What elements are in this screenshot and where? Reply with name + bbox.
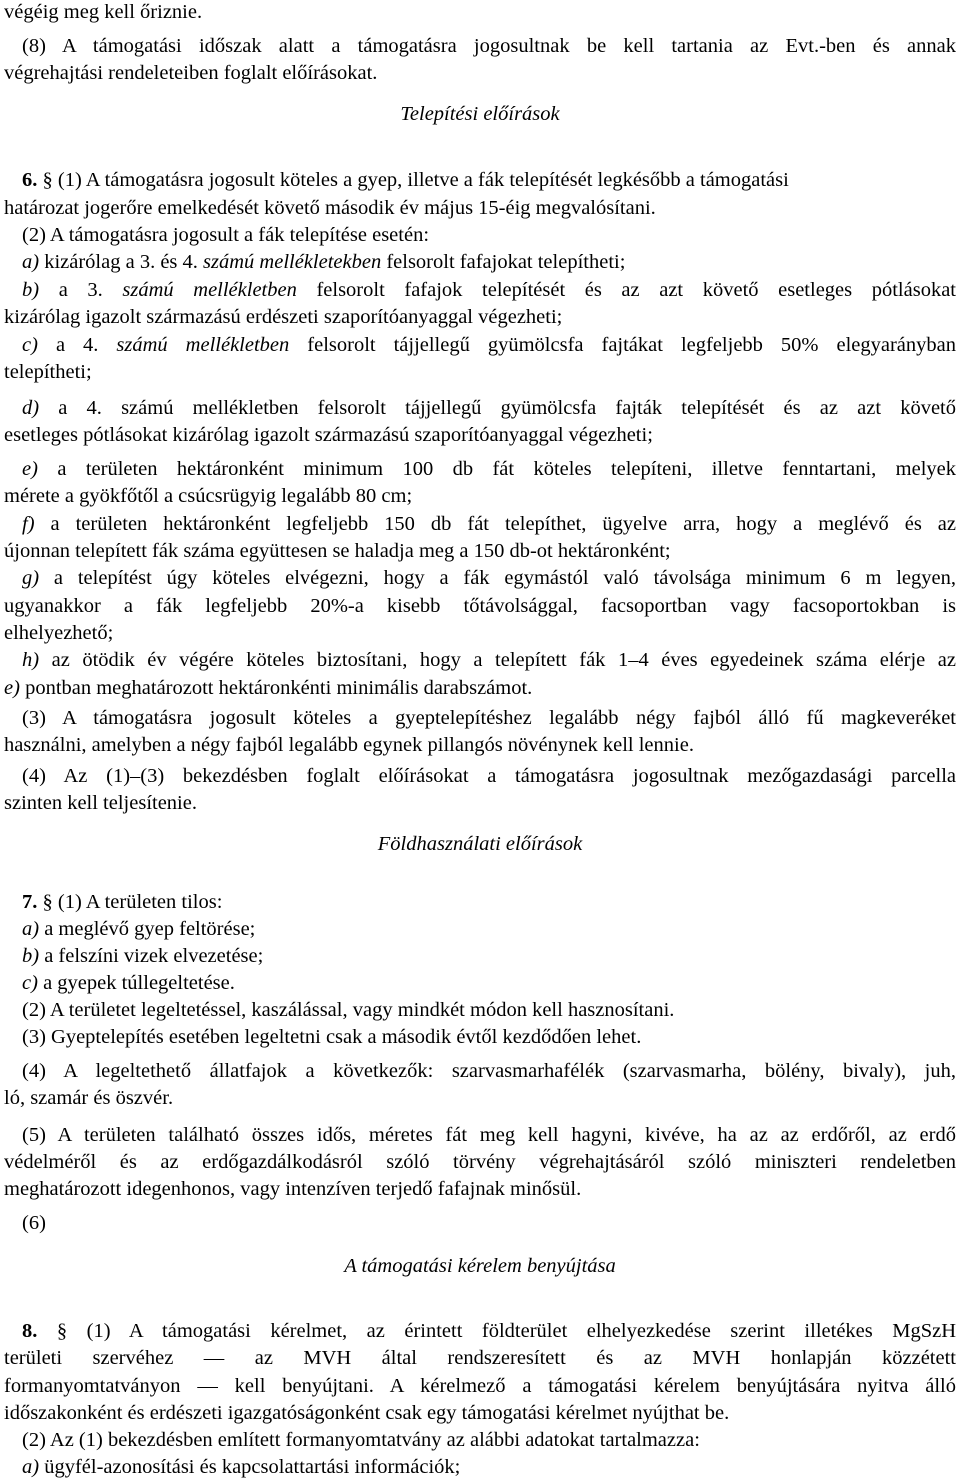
text-span: a meglévő gyep feltörése; bbox=[44, 918, 256, 940]
text-span: a gyepek túllegeltetése. bbox=[43, 972, 235, 994]
paragraph-symbol: § bbox=[42, 891, 53, 913]
italic-ref: számú mellékletekben bbox=[203, 251, 382, 273]
text-line: meghatározott idegenhonos, vagy intenzíven terjedő fafajnak minősül. bbox=[4, 1178, 582, 1200]
paragraph-2: (2) Az (1) bekezdésben említett formanyomtatvány az alábbi adatokat tartalmazza: bbox=[22, 1429, 700, 1451]
text-span: pontban meghatározott hektáronkénti minimális darabszámot. bbox=[25, 677, 533, 699]
list-item-b bbox=[22, 278, 956, 302]
text-span: felsorolt fafajok telepítését és az azt követő esetleges pótlásokat bbox=[316, 279, 956, 301]
item-letter: g) bbox=[22, 567, 40, 589]
text-line: védelméről és az erdőgazdálkodásról szóló törvény végrehajtásáról szóló miniszteri rendeletben bbox=[4, 1151, 956, 1173]
paragraph-2: (2) A területet legeltetéssel, kaszálással, vagy mindkét módon kell hasznosítani. bbox=[22, 999, 675, 1021]
text-line: esetleges pótlásokat kizárólag igazolt származású szaporítóanyaggal végezheti; bbox=[4, 424, 653, 446]
paragraph-3: (3) A támogatásra jogosult köteles a gyeptelepítéshez legalább négy fajból álló fű magkeveréket bbox=[22, 707, 956, 729]
paragraph-6: (6) bbox=[22, 1212, 46, 1234]
item-letter: f) bbox=[22, 513, 35, 535]
text-line: határozat jogerőre emelkedését követő második év május 15-éig megvalósítani. bbox=[4, 197, 656, 219]
text-line: mérete a gyökfőtől a csúcsrügyig legalább 80 cm; bbox=[4, 485, 413, 507]
text-line: újonnan telepített fák száma együttesen se haladja meg a 150 db-ot hektáronként; bbox=[4, 540, 671, 562]
section-heading-kerelem: A támogatási kérelem benyújtása bbox=[344, 1255, 616, 1277]
list-item-b bbox=[22, 944, 956, 968]
text-line: elhelyezhető; bbox=[4, 622, 114, 644]
item-letter: c) bbox=[22, 334, 38, 356]
text-span: (1) A területen tilos: bbox=[57, 891, 223, 913]
text-line: ló, szamár és öszvér. bbox=[4, 1087, 174, 1109]
paragraph-4: (4) Az (1)–(3) bekezdésben foglalt előírásokat a támogatásra jogosultnak mezőgazdasági parcella bbox=[22, 765, 956, 787]
list-item-h bbox=[22, 648, 956, 672]
text-span: az ötödik év végére köteles biztosítani, hogy a telepített fák 1–4 éves egyedeinek száma elérje az bbox=[51, 649, 956, 671]
item-letter: c) bbox=[22, 972, 38, 994]
italic-ref: számú mellékletben bbox=[122, 279, 297, 301]
text-span: a telepítést úgy köteles elvégezni, hogy a fák egymástól való távolsága minimum 6 m legyen, bbox=[53, 567, 956, 589]
text-line: időszakonként és erdészeti igazgatóságonként csak egy támogatási kérelmet nyújthat be. bbox=[4, 1402, 730, 1424]
paragraph-4: (4) A legeltethető állatfajok a következők: szarvasmarhafélék (szarvasmarha, bölény, bivaly), juh, bbox=[22, 1060, 956, 1082]
text-line: területi szervéhez — az MVH által rendszeresített és az MVH honlapján közzétett bbox=[4, 1347, 956, 1369]
text-span: a felszíni vizek elvezetése; bbox=[44, 945, 264, 967]
paragraph-8: (8) A támogatási időszak alatt a támogatásra jogosultnak be kell tartania az Evt.-ben és annak bbox=[22, 35, 956, 57]
item-letter: e) bbox=[22, 458, 38, 480]
list-item-e bbox=[22, 457, 956, 481]
text-span: ügyfél-azonosítási és kapcsolattartási információk; bbox=[44, 1456, 461, 1478]
paragraph-symbol: § bbox=[42, 169, 53, 191]
text-span: (1) A támogatásra jogosult köteles a gyep, illetve a fák telepítését legkésőbb a támogatási bbox=[57, 169, 789, 191]
text-span: a 4. bbox=[55, 334, 99, 356]
text-line: végéig meg kell őriznie. bbox=[4, 1, 203, 23]
item-letter: a) bbox=[22, 1456, 40, 1478]
list-item-c bbox=[22, 333, 956, 357]
paragraph-3: (3) Gyeptelepítés esetében legeltetni csak a második évtől kezdődően lehet. bbox=[22, 1026, 642, 1048]
text-line: ugyanakkor a fák legfeljebb 20%-a kisebb tőtávolsággal, facsoportban vagy facsoportokban is bbox=[4, 595, 956, 617]
text-span: felsorolt fafajokat telepítheti; bbox=[386, 251, 626, 273]
text-span: a 4. számú mellékletben felsorolt tájjellegű gyümölcsfa fajták telepítését és az azt követő bbox=[58, 397, 956, 419]
item-letter: h) bbox=[22, 649, 40, 671]
list-item-f bbox=[22, 512, 956, 536]
list-item-a bbox=[22, 1455, 956, 1479]
italic-ref: számú mellékletben bbox=[116, 334, 290, 356]
paragraph-5: (5) A területen található összes idős, méretes fát meg kell hagyni, kivéve, ha az az erdőről, az erdő bbox=[22, 1124, 956, 1146]
text-line: telepítheti; bbox=[4, 361, 92, 383]
paragraph-symbol: § bbox=[56, 1320, 68, 1342]
item-letter: e) bbox=[4, 677, 20, 699]
list-item-a bbox=[22, 250, 956, 274]
item-letter: d) bbox=[22, 397, 40, 419]
list-item-c bbox=[22, 971, 956, 995]
text-line: végrehajtási rendeleteiben foglalt előírásokat. bbox=[4, 62, 378, 84]
item-letter: a) bbox=[22, 251, 40, 273]
item-letter: b) bbox=[22, 945, 40, 967]
section-number: 6. bbox=[22, 169, 38, 191]
text-line: kizárólag igazolt származású erdészeti szaporítóanyaggal végezheti; bbox=[4, 306, 563, 328]
section-heading-foldhasznalati: Földhasználati előírások bbox=[377, 833, 583, 855]
list-item-g bbox=[22, 566, 956, 590]
section-heading-telepitesi: Telepítési előírások bbox=[400, 103, 560, 125]
text-line: szinten kell teljesítenie. bbox=[4, 792, 197, 814]
text-line bbox=[4, 676, 956, 700]
section-6-first-line bbox=[22, 168, 956, 192]
text-line: használni, amelyben a négy fajból legalább egynek pillangós növénynek kell lennie. bbox=[4, 734, 694, 756]
section-7-first-line bbox=[22, 890, 956, 914]
item-letter: a) bbox=[22, 918, 40, 940]
section-number: 7. bbox=[22, 891, 38, 913]
text-span: a területen hektáronként minimum 100 db fát köteles telepíteni, illetve fenntartani, melyek bbox=[57, 458, 956, 480]
text-line: (2) A támogatásra jogosult a fák telepítése esetén: bbox=[22, 224, 430, 246]
list-item-a bbox=[22, 917, 956, 941]
text-span: felsorolt tájjellegű gyümölcsfa fajtákat legfeljebb 50% elegyarányban bbox=[307, 334, 956, 356]
list-item-d bbox=[22, 396, 956, 420]
section-number: 8. bbox=[22, 1320, 38, 1342]
item-letter: b) bbox=[22, 279, 40, 301]
text-span: a 3. bbox=[58, 279, 103, 301]
text-span: kizárólag a 3. és 4. bbox=[44, 251, 198, 273]
text-line: formanyomtatványon — kell benyújtani. A kérelmező a támogatási kérelem benyújtására nyitva álló bbox=[4, 1375, 956, 1397]
text-span: a területen hektáronként legfeljebb 150 db fát telepíthet, ügyelve arra, hogy a meglévő és az bbox=[50, 513, 956, 535]
text-span: (1) A támogatási kérelmet, az érintett földterület elhelyezkedése szerint illetékes MgSzH bbox=[86, 1320, 956, 1342]
section-8-first-line bbox=[22, 1319, 956, 1343]
